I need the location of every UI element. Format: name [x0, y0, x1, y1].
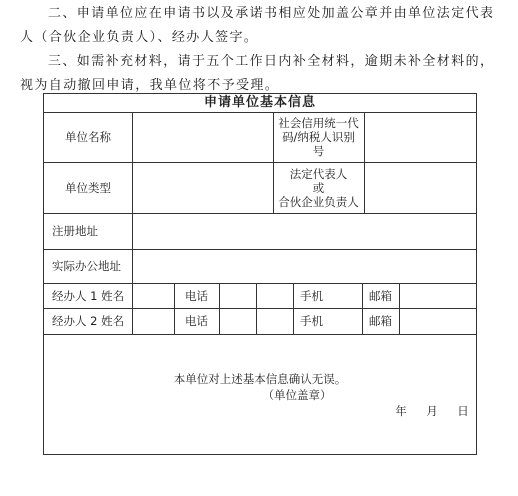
agent2-email-label: 邮箱	[369, 314, 392, 328]
applicant-info-form	[43, 93, 477, 455]
agent2-name-field[interactable]	[133, 309, 174, 334]
agent2-extra-field[interactable]	[257, 309, 293, 334]
label-line: 号	[312, 144, 325, 158]
unit-name-label: 单位名称	[65, 130, 111, 144]
agent2-phone-label: 电话	[185, 314, 208, 328]
credit-code-label	[273, 116, 364, 158]
label-line: 社会信用统一代	[278, 116, 359, 130]
office-address-field[interactable]	[133, 250, 476, 283]
instruction-paragraph-2	[20, 2, 496, 50]
office-address-label: 实际办公地址	[52, 259, 121, 273]
label-line: 法定代表人	[289, 167, 348, 181]
agent2-name-label: 经办人 2 姓名	[52, 314, 125, 328]
agent1-extra-field[interactable]	[257, 284, 293, 308]
column-divider	[293, 283, 294, 334]
agent1-name-label: 经办人 1 姓名	[52, 289, 125, 303]
legal-rep-field[interactable]	[365, 163, 476, 213]
agent2-email-field[interactable]	[400, 309, 476, 334]
label-line: 码/纳税人识别	[282, 130, 355, 144]
instruction-paragraph-3	[20, 50, 496, 98]
reg-address-field[interactable]	[133, 214, 476, 249]
date-year-label: 年	[395, 404, 407, 418]
label-line: 或	[312, 181, 325, 195]
date-month-label: 月	[426, 404, 438, 418]
label-line: 合伙企业负责人	[278, 195, 359, 209]
reg-address-label: 注册地址	[52, 224, 98, 238]
agent1-email-label: 邮箱	[369, 289, 392, 303]
agent1-email-field[interactable]	[400, 284, 476, 308]
row-divider	[44, 334, 476, 335]
agent2-phone-field[interactable]	[220, 309, 256, 334]
agent1-mobile-label: 手机	[300, 289, 323, 303]
confirm-statement: 本单位对上述基本信息确认无误。	[173, 372, 347, 386]
form-title: 申请单位基本信息	[203, 95, 316, 110]
instruction-text: 二、申请单位应在申请书以及承诺书相应处加盖公章并由单位法定代表人（合伙企业负责人）、经办人签字。	[20, 6, 495, 45]
agent1-phone-label: 电话	[185, 289, 208, 303]
unit-type-field[interactable]	[133, 163, 273, 213]
unit-name-field[interactable]	[133, 113, 273, 162]
agent1-phone-field[interactable]	[220, 284, 256, 308]
legal-rep-label	[273, 167, 364, 209]
instruction-text: 三、如需补充材料，请于五个工作日内补全材料，逾期未补全材料的，视为自动撤回申请，我单位将不予受理。	[20, 54, 495, 93]
agent1-name-field[interactable]	[133, 284, 174, 308]
agent1-mobile-field[interactable]	[324, 284, 362, 308]
date-day-label: 日	[457, 404, 469, 418]
agent2-mobile-label: 手机	[300, 314, 323, 328]
unit-type-label: 单位类型	[65, 181, 111, 195]
seal-note: （单位盖章）	[262, 388, 332, 402]
agent2-mobile-field[interactable]	[324, 309, 362, 334]
credit-code-field[interactable]	[365, 113, 476, 162]
